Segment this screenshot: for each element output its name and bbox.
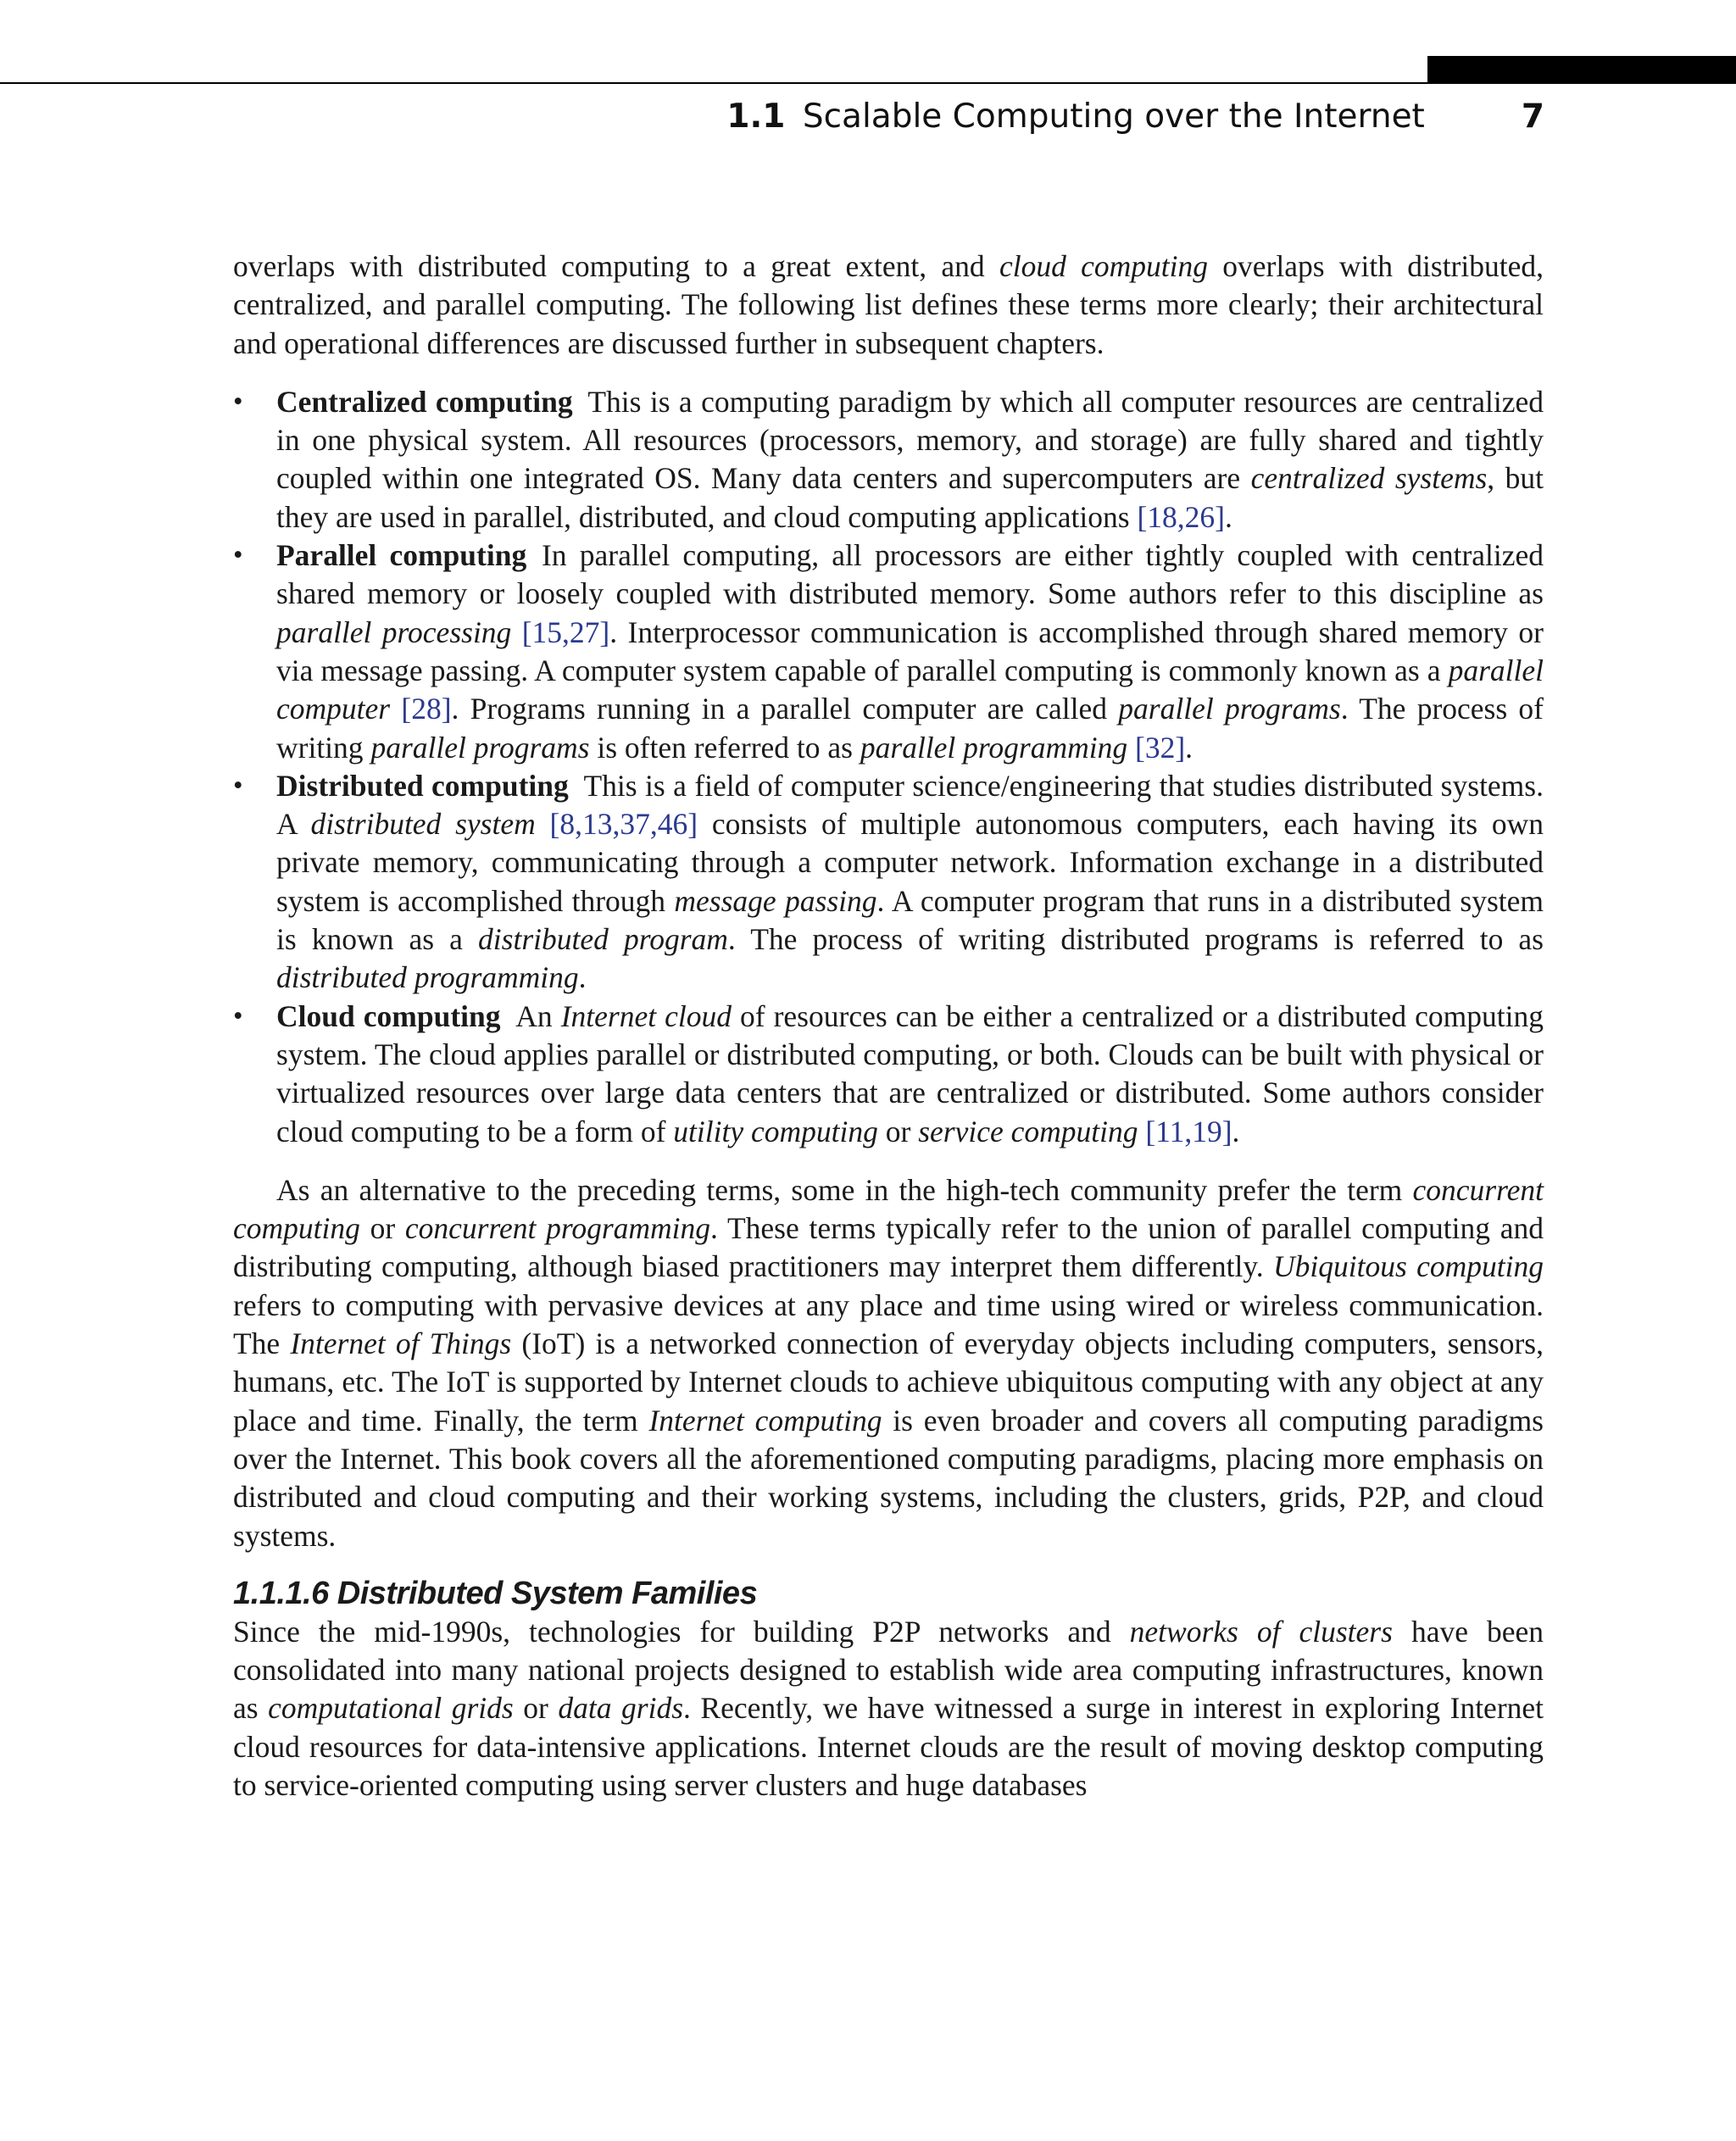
header-section-title: Scalable Computing over the Internet — [802, 97, 1425, 136]
term-distributed-computing: Distributed computing — [276, 768, 569, 803]
section-paragraph: Since the mid-1990s, technologies for building P2P networks and networks of clusters have been consolidated into many national projects designed to establish wide area computing infrastructures, known as computational grids or data grids. Recently, we have witnessed a surge in interest in exploring Internet cloud resources for data-intensive applications. Internet clouds are the result of moving desktop computing to service-oriented computing using server clusters and huge databases — [233, 1614, 1544, 1802]
bullet-icon: • — [233, 540, 243, 571]
term-centralized-computing: Centralized computing — [276, 384, 573, 419]
term-parallel-computing: Parallel computing — [276, 538, 527, 573]
bullet-icon: • — [233, 770, 243, 801]
definition-list — [233, 383, 1544, 1151]
list-item-parallel: • Parallel computing In parallel computing, all processors are either tightly coupled with centralized shared memory or loosely coupled with distributed memory. Some authors refer to this discipline as parallel processing [15,27]. Interprocessor communication is accomplished through shared memory or via message passing. A computer system capable of parallel computing is commonly known as a parallel computer [28]. Programs running in a parallel computer are called parallel programs. The process of writing parallel programs is often referred to as parallel programming [32]. — [233, 538, 1544, 765]
alternative-terms-paragraph: As an alternative to the preceding terms, some in the high-tech community prefer the term concurrent computing or concurrent programming. These terms typically refer to the union of parallel computing and distributing computing, although biased practitioners may interpret them differently. Ubiquitous computing refers to computing with pervasive devices at any place and time using wired or wireless communication. The Internet of Things (IoT) is a networked connection of everyday objects including computers, sensors, humans, etc. The IoT is supported by Internet clouds to achieve ubiquitous computing with any object at any place and time. Finally, the term Internet computing is even broader and covers all computing paradigms over the Internet. This book covers all the aforementioned computing paradigms, placing more emphasis on distributed and cloud computing and their working systems, including the clusters, grids, P2P, and cloud systems. — [233, 1172, 1544, 1553]
page-body — [233, 247, 1544, 1805]
intro-paragraph: overlaps with distributed computing to a great extent, and cloud computing overlaps with distributed, centralized, and parallel computing. The following list defines these terms more clearly; their architectural and operational differences are discussed further in subsequent chapters. — [233, 249, 1544, 360]
citation-link[interactable]: [18,26] — [1137, 499, 1225, 534]
citation-link[interactable]: [8,13,37,46] — [549, 807, 698, 842]
list-item-distributed: • Distributed computing This is a field of computer science/engineering that studies distributed systems. A distributed system [8,13,37,46] consists of multiple autonomous computers, each having its own private memory, communicating through a computer network. Information exchange in a distributed system is accomplished through message passing. A computer program that runs in a distributed system is known as a distributed program. The process of writing distributed programs is referred to as distributed programming. — [233, 768, 1544, 995]
list-item-cloud: • Cloud computing An Internet cloud of resources can be either a centralized or a distributed computing system. The cloud applies parallel or distributed computing, or both. Clouds can be built with physical or virtualized resources over large data centers that are centralized or distributed. Some authors consider cloud computing to be a form of utility computing or service computing [11,19]. — [233, 998, 1544, 1148]
citation-link[interactable]: [28] — [401, 692, 452, 726]
term-cloud-computing: Cloud computing — [276, 998, 501, 1033]
header-section-number: 1.1 — [726, 97, 786, 136]
citation-link[interactable]: [11,19] — [1145, 1114, 1232, 1148]
page-number: 7 — [1521, 97, 1544, 136]
list-item-centralized: • Centralized computing This is a computing paradigm by which all computer resources are centralized in one physical system. All resources (processors, memory, and storage) are fully shared and tightly coupled within one integrated OS. Many data centers and supercomputers are centralized systems, but they are used in parallel, distributed, and cloud computing applications [18,26]. — [233, 384, 1544, 534]
header-tab-bar — [1427, 56, 1736, 84]
citation-link[interactable]: [32] — [1135, 730, 1186, 765]
bullet-icon: • — [233, 1000, 243, 1032]
bullet-icon: • — [233, 386, 243, 417]
running-head — [0, 95, 1544, 139]
section-heading: 1.1.1.6 Distributed System Families — [233, 1575, 758, 1611]
citation-link[interactable]: [15,27] — [521, 614, 610, 649]
header-rule — [0, 82, 1736, 84]
